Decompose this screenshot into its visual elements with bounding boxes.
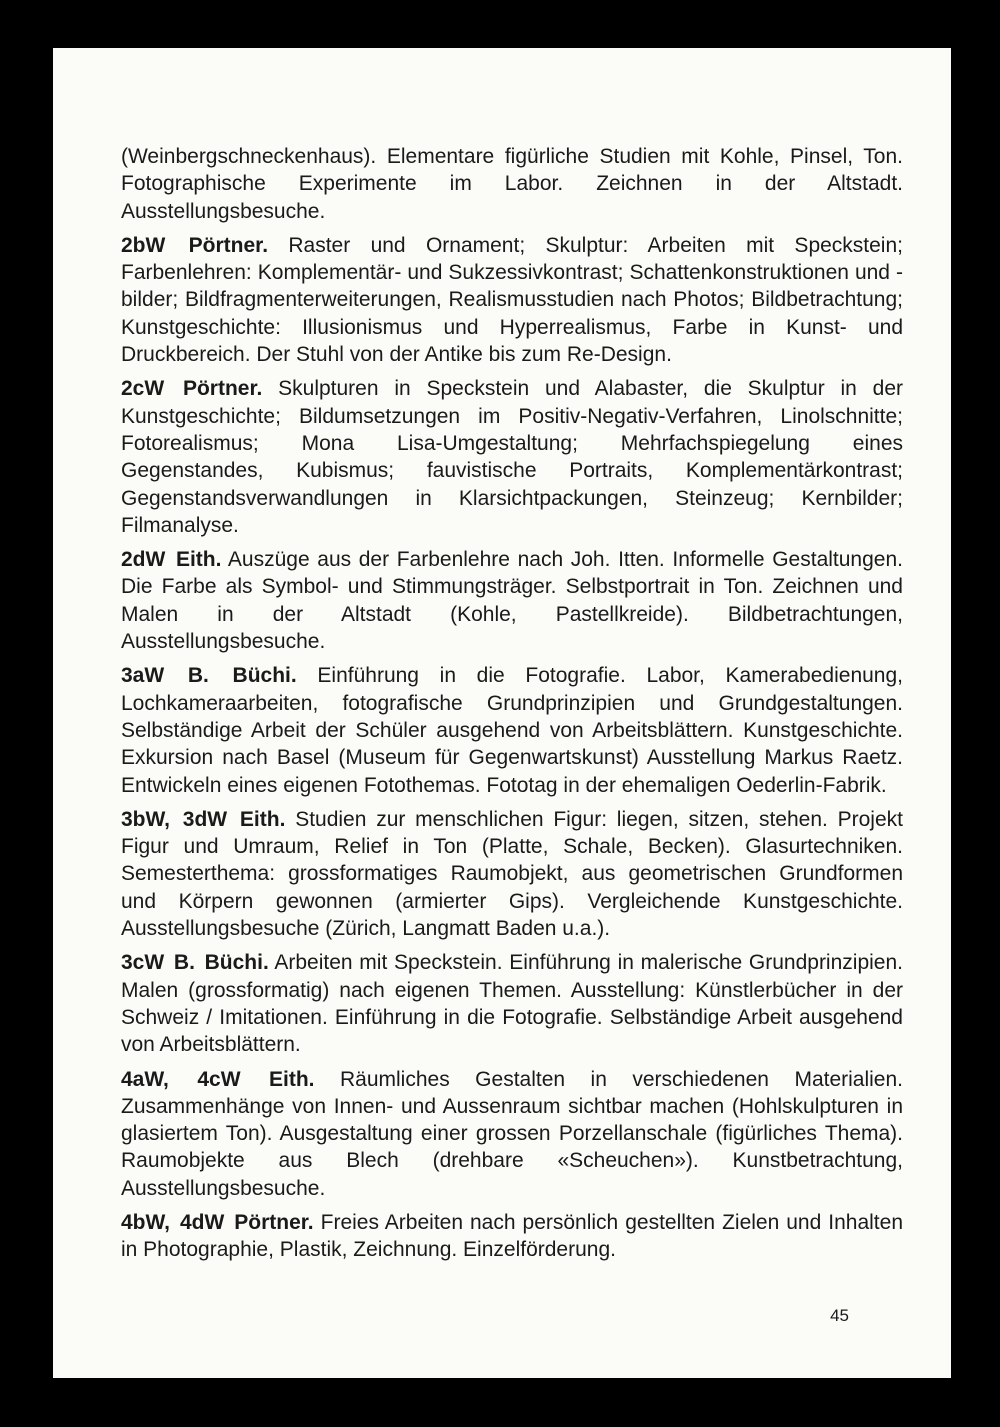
entry-paragraph <box>121 949 903 1058</box>
entry-paragraph <box>121 232 903 368</box>
page-number: 45 <box>830 1306 849 1325</box>
entry-paragraph <box>121 1209 903 1264</box>
class-heading: 4aW, 4cW Eith. <box>121 1067 315 1091</box>
entry-text: Studien zur menschlichen Figur: liegen, sitzen, stehen. Projekt Figur und Umraum, Relief in Ton (Platte, Schale, Becken). Glasurtechniken. Semesterthema: grossformatiges Raumobjekt, aus geometrischen Grundformen und Körpern gewonnen (armierter Gips). Vergleichende Kunstgeschichte. Ausstellungsbesuche (Zürich, Langmatt Baden u.a.). <box>121 807 903 941</box>
entry-paragraph <box>121 546 903 655</box>
entry-text: Auszüge aus der Farbenlehre nach Joh. Itten. Informelle Gestaltungen. Die Farbe als Symbol- und Stimmungsträger. Selbstportrait in Ton. Zeichnen und Malen in der Altstadt (Kohle, Pastellkreide). Bildbetrachtungen, Ausstellungsbesuche. <box>121 548 903 654</box>
entry-text: Arbeiten mit Speckstein. Einführung in malerische Grundprinzipien. Malen (grossformatig) nach eigenen Themen. Ausstellung: Künstlerbücher in der Schweiz / Imitationen. Einführung in die Fotografie. Selbständige Arbeit ausgehend von Arbeitsblättern. <box>121 951 903 1057</box>
class-heading: 2dW Eith. <box>121 548 222 572</box>
entry-paragraph <box>121 1066 903 1202</box>
page-body <box>121 143 903 1271</box>
document-page <box>53 48 951 1378</box>
entry-paragraph <box>121 375 903 539</box>
class-heading: 4bW, 4dW Pörtner. <box>121 1210 314 1234</box>
entry-paragraph <box>121 806 903 942</box>
entry-text: Räumliches Gestalten in verschiedenen Materialien. Zusammenhänge von Innen- und Aussenraum sichtbar machen (Hohlskulpturen in glasiertem Ton). Ausgestaltung einer grossen Porzellanschale (figürliches Thema). Raumobjekte aus Blech (drehbare «Scheuchen»). Kunstbetrachtung, Ausstellungsbesuche. <box>121 1067 903 1200</box>
entry-text: Raster und Ornament; Skulptur: Arbeiten mit Speckstein; Farbenlehren: Komplementär- und Sukzessivkontrast; Schattenkonstruktionen und -bilder; Bildfragmenterweiterungen, Realismusstudien nach Photos; Bildbetrachtung; Kunstgeschichte: Illusionismus und Hyperrealismus, Farbe in Kunst- und Druckbereich. Der Stuhl von der Antike bis zum Re-Design. <box>121 233 903 367</box>
entry-text: Freies Arbeiten nach persönlich gestellten Zielen und Inhalten in Photographie, Plastik, Zeichnung. Einzelförderung. <box>121 1210 904 1262</box>
class-heading: 2bW Pörtner. <box>121 233 269 257</box>
entry-text: Einführung in die Fotografie. Labor, Kamerabedienung, Lochkameraarbeiten, fotografische Grundprinzipien und Grundgestaltungen. Selbständige Arbeit der Schüler ausgehend von Arbeitsblättern. Kunstgeschichte. Exkursion nach Basel (Museum für Gegenwartskunst) Ausstellung Markus Raetz. Entwickeln eines eigenen Fotothemas. Fototag in der ehemaligen Oederlin-Fabrik. <box>121 664 903 797</box>
class-heading: 3aW B. Büchi. <box>121 664 297 688</box>
class-heading: 3bW, 3dW Eith. <box>121 807 286 831</box>
entry-text: Skulpturen in Speckstein und Alabaster, die Skulptur in der Kunstgeschichte; Bildumsetzungen im Positiv-Negativ-Verfahren, Linolschnitte; Fotorealismus; Mona Lisa-Umgestaltung; Mehrfachspiegelung eines Gegenstandes, Kubismus; fauvistische Portraits, Komplementärkontrast; Gegenstandsverwandlungen in Klarsichtpackungen, Steinzeug; Kernbilder; Filmanalyse. <box>121 377 903 537</box>
class-heading: 2cW Pörtner. <box>121 377 263 401</box>
class-heading: 3cW B. Büchi. <box>121 951 269 975</box>
entry-paragraph <box>121 662 903 798</box>
intro-paragraph: (Weinbergschneckenhaus). Elementare figürliche Studien mit Kohle, Pinsel, Ton. Fotographische Experimente im Labor. Zeichnen in der Altstadt. Ausstellungsbesuche. <box>121 145 903 223</box>
